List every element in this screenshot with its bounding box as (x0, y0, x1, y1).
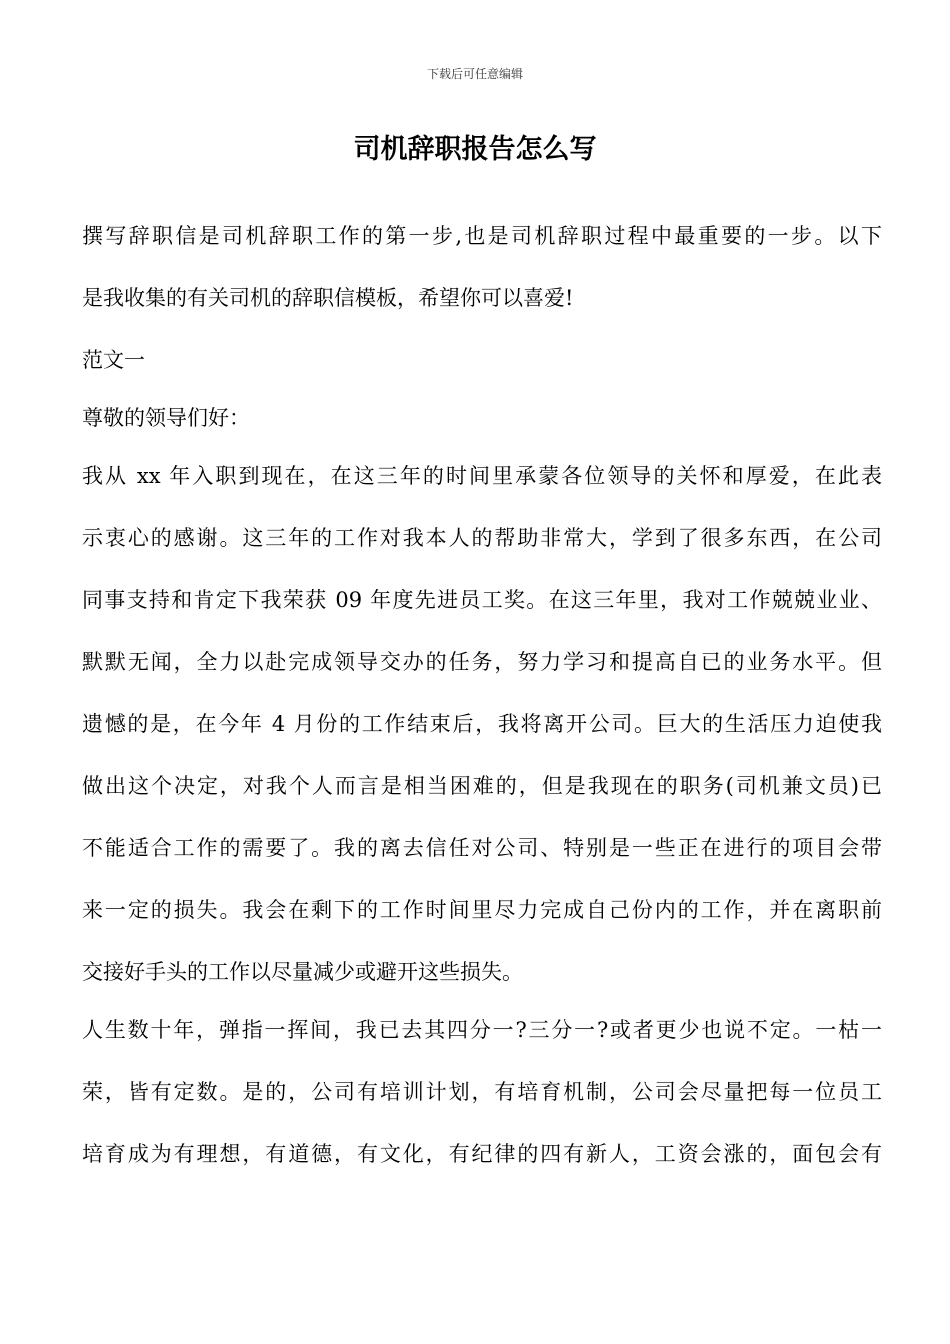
body-line-7: 同事支持和肯定下我荣获 09 年度先进员工奖。在这三年里，我对工作兢兢业业、 (82, 588, 882, 612)
body-line-8: 默默无闻，全力以赴完成领导交办的任务，努力学习和提高自已的业务水平。但 (82, 650, 882, 674)
body-line-15: 荣，皆有定数。是的，公司有培训计划，有培育机制，公司会尽量把每一位员工 (82, 1080, 882, 1104)
body-line-2: 是我收集的有关司机的辞职信模板，希望你可以喜爱! (82, 286, 574, 310)
body-line-12: 来一定的损失。我会在剩下的工作时间里尽力完成自己份内的工作，并在离职前 (82, 898, 882, 922)
body-line-6: 示衷心的感谢。这三年的工作对我本人的帮助非常大，学到了很多东西，在公司 (82, 526, 882, 550)
header-note: 下载后可任意编辑 (426, 67, 523, 81)
section-heading: 范文一 (82, 348, 145, 372)
body-line-10: 做出这个决定，对我个人而言是相当困难的，但是我现在的职务(司机兼文员)已 (82, 774, 882, 798)
body-line-16: 培育成为有理想，有道德，有文化，有纪律的四有新人，工资会涨的，面包会有 (82, 1142, 882, 1166)
body-line-5: 我从 xx 年入职到现在，在这三年的时间里承蒙各位领导的关怀和厚爱，在此表 (82, 464, 882, 488)
document-body (82, 216, 882, 1196)
salutation: 尊敬的领导们好： (82, 406, 250, 430)
body-line-9: 遗憾的是，在今年 4 月份的工作结束后，我将离开公司。巨大的生活压力迫使我 (82, 712, 882, 736)
body-line-11: 不能适合工作的需要了。我的离去信任对公司、特别是一些正在进行的项目会带 (82, 836, 882, 860)
body-line-13: 交接好手头的工作以尽量减少或避开这些损失。 (82, 960, 523, 984)
body-line-1: 撰写辞职信是司机辞职工作的第一步,也是司机辞职过程中最重要的一步。以下 (82, 224, 882, 248)
document-title: 司机辞职报告怎么写 (353, 134, 597, 165)
body-line-14: 人生数十年，弹指一挥间，我已去其四分一?三分一?或者更少也说不定。一枯一 (82, 1018, 882, 1042)
